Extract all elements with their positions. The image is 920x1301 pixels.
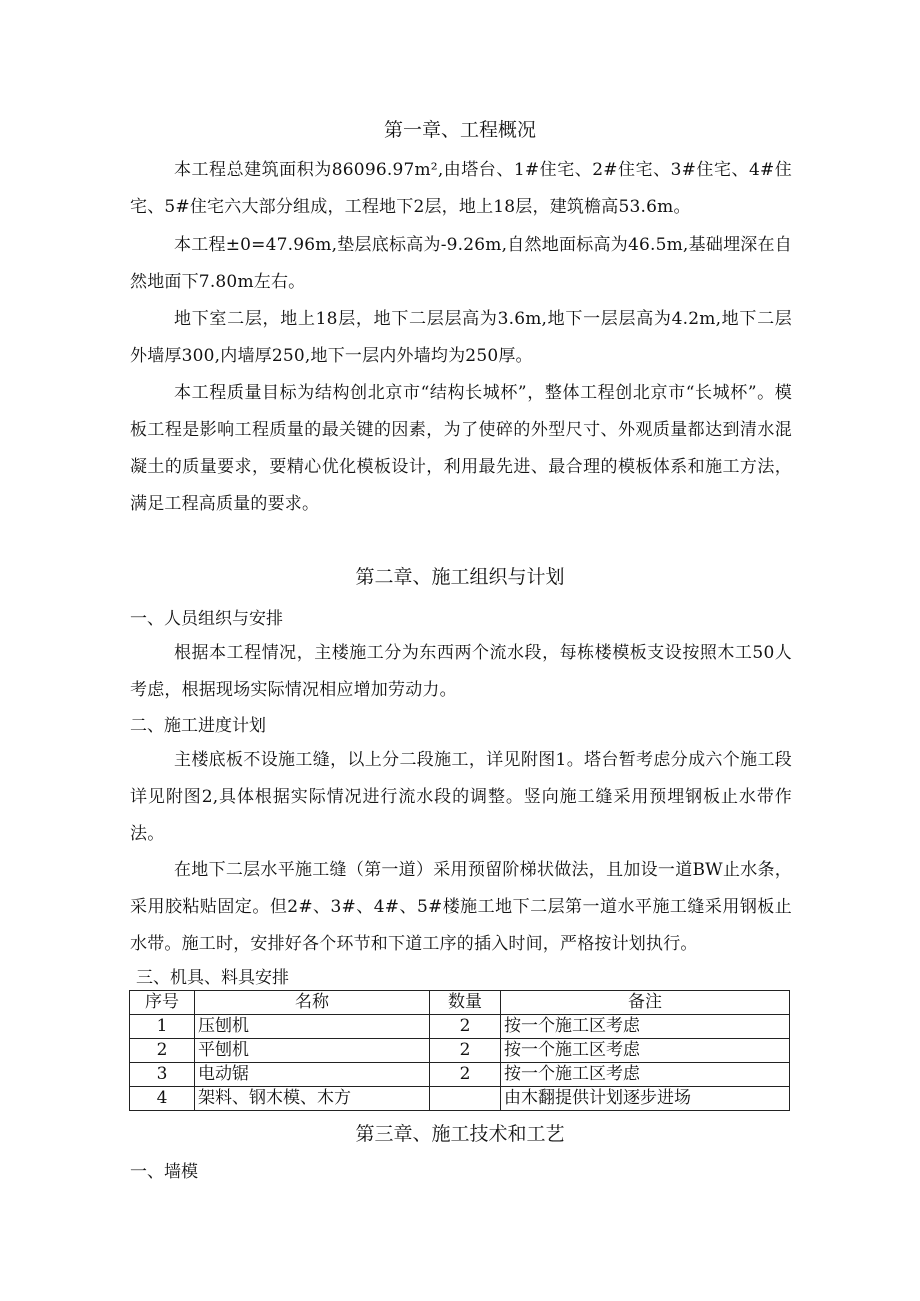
- chapter-1-title: 第一章、工程概况: [383, 119, 536, 141]
- table-cell: 2: [430, 1039, 501, 1063]
- table-header-row: [130, 991, 790, 1015]
- table-row: [130, 1015, 790, 1039]
- chapter-2-title: 第二章、施工组织与计划: [355, 566, 565, 588]
- table-cell: 2: [130, 1039, 195, 1063]
- section-equipment-heading: 三、机具、料具安排: [136, 968, 289, 988]
- chapter-3-title: 第三章、施工技术和工艺: [355, 1123, 565, 1145]
- table-header-cell: 序号: [130, 991, 195, 1015]
- table-cell: 架料、钢木模、木方: [195, 1087, 430, 1111]
- table-cell: 压刨机: [195, 1015, 430, 1039]
- equipment-table: [129, 990, 790, 1111]
- chapter-1-paragraph-1: 本工程总建筑面积为86096.97m²,由塔台、1#住宅、2#住宅、3#住宅、4#住宅、5#住宅六大部分组成，工程地下2层，地上18层，建筑檐高53.6m。: [130, 160, 792, 217]
- table-cell: 平刨机: [195, 1039, 430, 1063]
- section-schedule-paragraph-2: 在地下二层水平施工缝（第一道）采用预留阶梯状做法，且加设一道BW止水条，采用胶粘贴固定。但2#、3#、4#、5#楼施工地下二层第一道水平施工缝采用钢板止水带。施工时，安排好各个环节和下道工序的插入时间，严格按计划执行。: [130, 860, 792, 954]
- table-header-cell: 名称: [195, 991, 430, 1015]
- table-cell: [430, 1087, 501, 1111]
- section-personnel-paragraph: 根据本工程情况，主楼施工分为东西两个流水段，每栋楼模板支设按照木工50人考虑，根据现场实际情况相应增加劳动力。: [130, 643, 792, 700]
- table-cell: 2: [430, 1015, 501, 1039]
- section-schedule-paragraph-1: 主楼底板不设施工缝，以上分二段施工，详见附图1。塔台暂考虑分成六个施工段详见附图2,具体根据实际情况进行流水段的调整。竖向施工缝采用预埋钢板止水带作法。: [130, 750, 792, 844]
- table-cell: 按一个施工区考虑: [501, 1063, 790, 1087]
- table-header-cell: 备注: [501, 991, 790, 1015]
- section-wall-formwork-heading: 一、墙模: [130, 1162, 198, 1182]
- table-row: [130, 1087, 790, 1111]
- table-header-cell: 数量: [430, 991, 501, 1015]
- table-cell: 由木翻提供计划逐步进场: [501, 1087, 790, 1111]
- table-cell: 按一个施工区考虑: [501, 1039, 790, 1063]
- table-row: [130, 1063, 790, 1087]
- table-cell: 2: [430, 1063, 501, 1087]
- table-cell: 1: [130, 1015, 195, 1039]
- table-cell: 4: [130, 1087, 195, 1111]
- chapter-1-paragraph-3: 地下室二层，地上18层，地下二层层高为3.6m,地下一层层高为4.2m,地下二层外墙厚300,内墙厚250,地下一层内外墙均为250厚。: [130, 309, 792, 366]
- table-row: [130, 1039, 790, 1063]
- section-personnel-heading: 一、人员组织与安排: [130, 609, 283, 629]
- chapter-1-paragraph-4: 本工程质量目标为结构创北京市“结构长城杯”，整体工程创北京市“长城杯”。模板工程是影响工程质量的最关键的因素，为了使碎的外型尺寸、外观质量都达到清水混凝土的质量要求，要精心优化模板设计，利用最先进、最合理的模板体系和施工方法，满足工程高质量的要求。: [130, 383, 792, 514]
- table-cell: 3: [130, 1063, 195, 1087]
- table-cell: 按一个施工区考虑: [501, 1015, 790, 1039]
- section-schedule-heading: 二、施工进度计划: [130, 716, 266, 736]
- table-cell: 电动锯: [195, 1063, 430, 1087]
- chapter-1-paragraph-2: 本工程±0=47.96m,垫层底标高为-9.26m,自然地面标高为46.5m,基础埋深在自然地面下7.80m左右。: [130, 235, 792, 292]
